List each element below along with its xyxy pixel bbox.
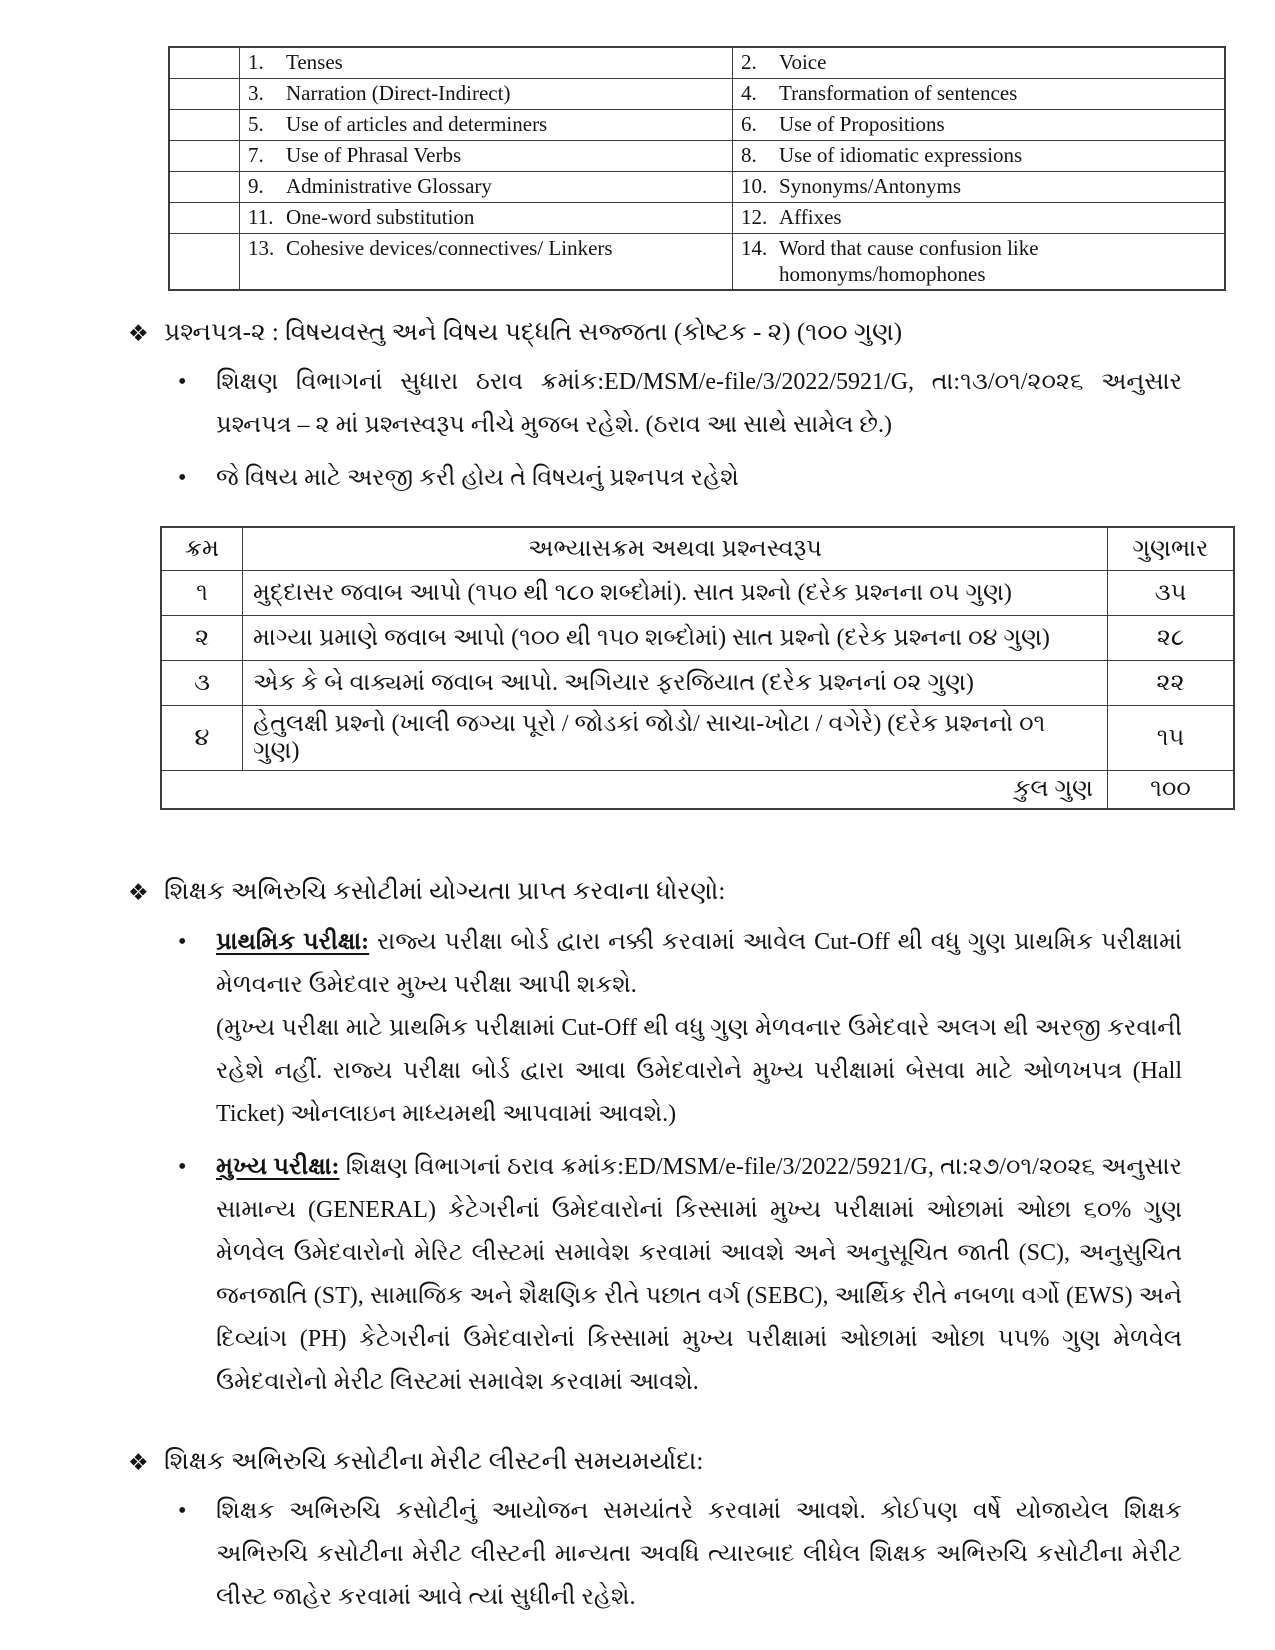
- topic-label: Affixes: [779, 205, 842, 229]
- row-description: એક કે બે વાક્યમાં જવાબ આપો. અગિયાર ફરજિયાત (દરેક પ્રશ્નનાં ૦૨ ગુણ): [243, 661, 1108, 706]
- bullet-text: શિક્ષણ વિભાગનાં સુધારા ઠરાવ ક્રમાંક:ED/MSM/e-file/3/2022/5921/G, તા:૧૩/૦૧/૨૦૨૬ અનુસાર પ્રશ્નપત્ર – ૨ માં પ્રશ્નસ્વરૂપ નીચે મુજબ રહેશે. (ઠરાવ આ સાથે સામેલ છે.): [216, 369, 1182, 439]
- row-marks: ૩૫: [1108, 571, 1235, 616]
- row-number: ૨: [161, 616, 243, 661]
- row-description: હેતુલક્ષી પ્રશ્નો (ખાલી જગ્યા પૂરો / જોડકાં જોડો/ સાચા-ખોટા / વગેરે) (દરેક પ્રશ્નનો ૦૧ ગુણ): [243, 706, 1108, 771]
- topic-number: 10.: [741, 174, 768, 198]
- list-item: [178, 1490, 1182, 1619]
- topic-number: 11.: [248, 205, 274, 229]
- topic-number: 5.: [248, 112, 264, 136]
- syllabus-table: [160, 526, 1235, 810]
- prelim-exam-text: રાજ્ય પરીક્ષા બોર્ડ દ્વારા નક્કી કરવામાં આવેલ Cut-Off થી વધુ ગુણ પ્રાથમિક પરીક્ષામાં મેળવનાર ઉમેદવાર મુખ્ય પરીક્ષા આપી શકશે.: [216, 928, 1182, 998]
- topic-label: Synonyms/Antonyms: [779, 174, 962, 198]
- empty-cell: [169, 47, 240, 79]
- table-row: [169, 47, 1225, 79]
- list-item: [178, 457, 1182, 500]
- empty-cell: [169, 203, 240, 234]
- row-description: માગ્યા પ્રમાણે જવાબ આપો (૧૦૦ થી ૧૫૦ શબ્દોમાં) સાત પ્રશ્નો (દરેક પ્રશ્નના ૦૪ ગુણ): [243, 616, 1108, 661]
- main-exam-text: શિક્ષણ વિભાગનાં ઠરાવ ક્રમાંક:ED/MSM/e-file/3/2022/5921/G, તા:૨૭/૦૧/૨૦૨૬ અનુસાર સામાન્ય (GENERAL) કેટેગરીનાં ઉમેદવારોનાં કિસ્સામાં મુખ્ય પરીક્ષામાં ઓછામાં ઓછા ૬૦% ગુણ મેળવેલ ઉમેદવારોનો મેરિટ લીસ્ટમાં સમાવેશ કરવામાં આવશે અને અનુસૂચિત જાતી (SC), અનુસુચિત જનજાતિ (ST), સામાજિક અને શૈક્ષણિક રીતે પછાત વર્ગ (SEBC), આર્થિક રીતે નબળા વર્ગો (EWS) અને દિવ્યાંગ (PH) કેટેગરીનાં ઉમેદવારોનાં કિસ્સામાં મુખ્ય પરીક્ષામાં ઓછામાં ઓછા ૫૫% ગુણ મેળવેલ ઉમેદવારોનો મેરીટ લિસ્ટમાં સમાવેશ કરવામાં આવશે.: [216, 1153, 1183, 1395]
- diamond-bullet-icon: ❖: [128, 880, 149, 906]
- prelim-exam-note: (મુખ્ય પરીક્ષા માટે પ્રાથમિક પરીક્ષામાં Cut-Off થી વધુ ગુણ મેળવનાર ઉમેદવારે અલગ થી અરજી કરવાની રહેશે નહીં. રાજ્ય પરીક્ષા બોર્ડ દ્વારા આવા ઉમેદવારોને મુખ્ય પરીક્ષામાં બેસવા માટે ઓળખપત્ર (Hall Ticket) ઓનલાઇન માધ્યમથી આપવામાં આવશે.): [216, 1014, 1182, 1127]
- empty-cell: [169, 141, 240, 172]
- topic-label: Use of idiomatic expressions: [779, 143, 1023, 167]
- topic-number: 2.: [741, 50, 757, 74]
- topic-number: 3.: [248, 81, 264, 105]
- row-number: ૩: [161, 661, 243, 706]
- section-heading-text: શિક્ષક અભિરુચિ કસોટીના મેરીટ લીસ્ટની સમયમર્યાદા:: [164, 1447, 704, 1475]
- empty-cell: [169, 172, 240, 203]
- table-row: [169, 172, 1225, 203]
- bullet-text: જે વિષય માટે અરજી કરી હોય તે વિષયનું પ્રશ્નપત્ર રહેશે: [216, 465, 739, 492]
- section-heading-eligibility: [128, 874, 1180, 910]
- topic-number: 13.: [248, 236, 275, 260]
- prelim-exam-label: પ્રાથમિક પરીક્ષા:: [216, 928, 370, 955]
- english-topics-table: [168, 46, 1226, 291]
- column-header-no: ક્રમ: [161, 527, 243, 571]
- section-heading-paper2: [128, 315, 1180, 351]
- bullet-dot-icon: •: [178, 1497, 187, 1524]
- total-value: ૧૦૦: [1108, 771, 1235, 810]
- topic-number: 12.: [741, 205, 768, 229]
- bullet-dot-icon: •: [178, 928, 187, 955]
- diamond-bullet-icon: ❖: [128, 1449, 149, 1475]
- table-header-row: [161, 527, 1234, 571]
- topic-label: Transformation of sentences: [779, 81, 1018, 105]
- empty-cell: [169, 79, 240, 110]
- bullet-dot-icon: •: [178, 465, 187, 492]
- list-item: [178, 361, 1182, 447]
- bullet-text: શિક્ષક અભિરુચિ કસોટીનું આયોજન સમયાંતરે કરવામાં આવશે. કોઈપણ વર્ષે યોજાયેલ શિક્ષક અભિરુચિ કસોટીના મેરીટ લીસ્ટની માન્યતા અવધિ ત્યારબાદ લીધેલ શિક્ષક અભિરુચિ કસોટીના મેરીટ લીસ્ટ જાહેર કરવામાં આવે ત્યાં સુધીની રહેશે.: [216, 1497, 1182, 1610]
- bullet-dot-icon: •: [178, 369, 187, 396]
- topic-number: 7.: [248, 143, 264, 167]
- table-row: [161, 661, 1234, 706]
- column-header-desc: અભ્યાસક્રમ અથવા પ્રશ્નસ્વરૂપ: [243, 527, 1108, 571]
- table-row: [161, 571, 1234, 616]
- topic-number: 14.: [741, 236, 768, 260]
- topic-label: Tenses: [286, 50, 343, 74]
- list-item: [178, 1146, 1182, 1404]
- table-row: [169, 110, 1225, 141]
- topic-number: 6.: [741, 112, 757, 136]
- section-heading-text: શિક્ષક અભિરુચિ કસોટીમાં યોગ્યતા પ્રાપ્ત કરવાના ધોરણો:: [164, 878, 726, 906]
- topic-label: Voice: [779, 50, 827, 74]
- topic-label: Cohesive devices/connectives/ Linkers: [286, 236, 613, 260]
- row-number: ૧: [161, 571, 243, 616]
- empty-cell: [169, 110, 240, 141]
- table-row: [169, 79, 1225, 110]
- row-marks: ૨૮: [1108, 616, 1235, 661]
- topic-label: Narration (Direct-Indirect): [286, 81, 511, 105]
- column-header-marks: ગુણભાર: [1108, 527, 1235, 571]
- row-marks: ૧૫: [1108, 706, 1235, 771]
- topic-label: Use of articles and determiners: [286, 112, 548, 136]
- topic-number: 8.: [741, 143, 757, 167]
- total-label: કુલ ગુણ: [161, 771, 1108, 810]
- topic-number: 4.: [741, 81, 757, 105]
- row-number: ૪: [161, 706, 243, 771]
- table-total-row: [161, 771, 1234, 810]
- empty-cell: [169, 234, 240, 291]
- topic-number: 1.: [248, 50, 264, 74]
- topic-label: Use of Propositions: [779, 112, 945, 136]
- topic-number: 9.: [248, 174, 264, 198]
- topic-label: One-word substitution: [286, 205, 475, 229]
- topic-label: Administrative Glossary: [286, 174, 492, 198]
- row-marks: ૨૨: [1108, 661, 1235, 706]
- row-description: મુદ્દાસર જવાબ આપો (૧૫૦ થી ૧૮૦ શબ્દોમાં). સાત પ્રશ્નો (દરેક પ્રશ્નના ૦૫ ગુણ): [243, 571, 1108, 616]
- table-row: [161, 616, 1234, 661]
- topic-label: Use of Phrasal Verbs: [286, 143, 462, 167]
- main-exam-label: મુખ્ય પરીક્ષા:: [216, 1153, 340, 1180]
- table-row: [161, 706, 1234, 771]
- bullet-dot-icon: •: [178, 1153, 187, 1180]
- diamond-bullet-icon: ❖: [128, 321, 149, 347]
- section-heading-merit-validity: [128, 1444, 1180, 1480]
- table-row: [169, 203, 1225, 234]
- table-row: [169, 141, 1225, 172]
- table-row: [169, 234, 1225, 291]
- list-item: [178, 921, 1182, 1136]
- section-heading-text: પ્રશ્નપત્ર-૨ : વિષયવસ્તુ અને વિષય પદ્ધતિ સજ્જતા (કોષ્ટક - ૨) (૧૦૦ ગુણ): [164, 319, 903, 347]
- topic-label: Word that cause confusion like homonyms/homophones: [779, 236, 1039, 286]
